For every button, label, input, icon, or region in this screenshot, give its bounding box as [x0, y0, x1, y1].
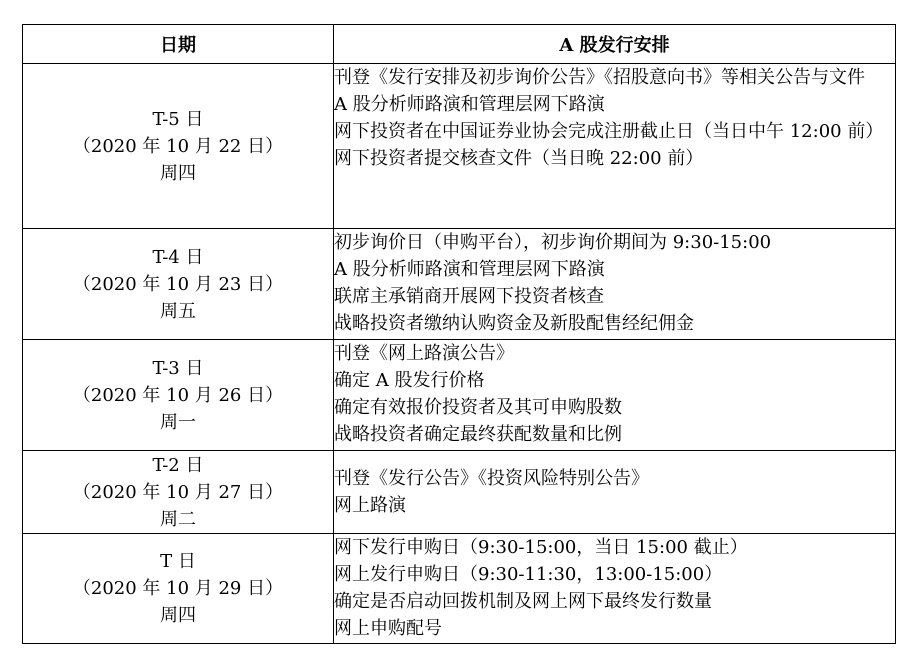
table-row: [23, 340, 896, 451]
arrangement-cell: [334, 64, 896, 229]
arrangement-item: 网上申购配号: [334, 618, 442, 639]
arrangement-item: 网下发行申购日（9:30-15:00，当日 15:00 截止）: [334, 537, 748, 558]
date-cell: [23, 229, 334, 340]
arrangement-item: 刊登《发行安排及初步询价公告》《招股意向书》等相关公告与文件: [334, 67, 865, 88]
day-label: T 日: [160, 551, 196, 572]
table-row: [23, 64, 896, 229]
arrangement-item: A 股分析师路演和管理层网下路演: [334, 259, 605, 280]
calendar-date: （2020 年 10 月 26 日）: [72, 384, 284, 406]
weekday: 周一: [160, 411, 196, 433]
arrangement-cell: [334, 451, 896, 534]
date-cell: [23, 451, 334, 534]
header-arrangement: A 股发行安排: [334, 25, 896, 64]
header-date: 日期: [23, 25, 334, 64]
day-label: T-2 日: [152, 454, 204, 476]
table-row: [23, 534, 896, 644]
arrangement-item: 确定有效报价投资者及其可申购股数: [334, 397, 622, 418]
arrangement-item: 战略投资者确定最终获配数量和比例: [334, 424, 622, 445]
table-row: [23, 451, 896, 534]
calendar-date: （2020 年 10 月 29 日）: [72, 578, 284, 599]
day-label: T-5 日: [152, 108, 204, 130]
weekday: 周五: [160, 300, 196, 322]
arrangement-item: 网下投资者提交核查文件（当日晚 22:00 前）: [334, 148, 704, 169]
weekday: 周四: [160, 605, 196, 626]
arrangement-cell: [334, 229, 896, 340]
arrangement-item: 刊登《网上路演公告》: [334, 343, 514, 364]
arrangement-item: 网上发行申购日（9:30-11:30，13:00-15:00）: [334, 564, 723, 585]
arrangement-item: 联席主承销商开展网下投资者核查: [334, 286, 604, 307]
calendar-date: （2020 年 10 月 27 日）: [72, 481, 284, 503]
date-cell: [23, 534, 334, 644]
arrangement-cell: [334, 340, 896, 451]
date-cell: [23, 340, 334, 451]
calendar-date: （2020 年 10 月 22 日）: [72, 135, 284, 157]
date-cell: [23, 64, 334, 229]
day-label: T-4 日: [152, 246, 204, 268]
arrangement-item: 确定是否启动回拨机制及网上网下最终发行数量: [334, 591, 712, 612]
calendar-date: （2020 年 10 月 23 日）: [72, 273, 284, 295]
arrangement-cell: [334, 534, 896, 644]
arrangement-item: 确定 A 股发行价格: [334, 370, 485, 391]
weekday: 周四: [160, 162, 196, 184]
header-row: [23, 25, 896, 64]
arrangement-item: 刊登《发行公告》《投资风险特别公告》: [334, 468, 649, 489]
arrangement-item: 战略投资者缴纳认购资金及新股配售经纪佣金: [334, 313, 694, 334]
arrangement-item: 网下投资者在中国证券业协会完成注册截止日（当日中午 12:00 前）: [334, 121, 884, 142]
arrangement-item: 初步询价日（申购平台），初步询价期间为 9:30-15:00: [334, 232, 772, 253]
arrangement-item: 网上路演: [334, 495, 406, 516]
table-row: [23, 229, 896, 340]
arrangement-item: A 股分析师路演和管理层网下路演: [334, 94, 605, 115]
a-share-issuance-schedule-table: [22, 24, 896, 644]
day-label: T-3 日: [152, 357, 204, 379]
weekday: 周二: [160, 508, 196, 530]
